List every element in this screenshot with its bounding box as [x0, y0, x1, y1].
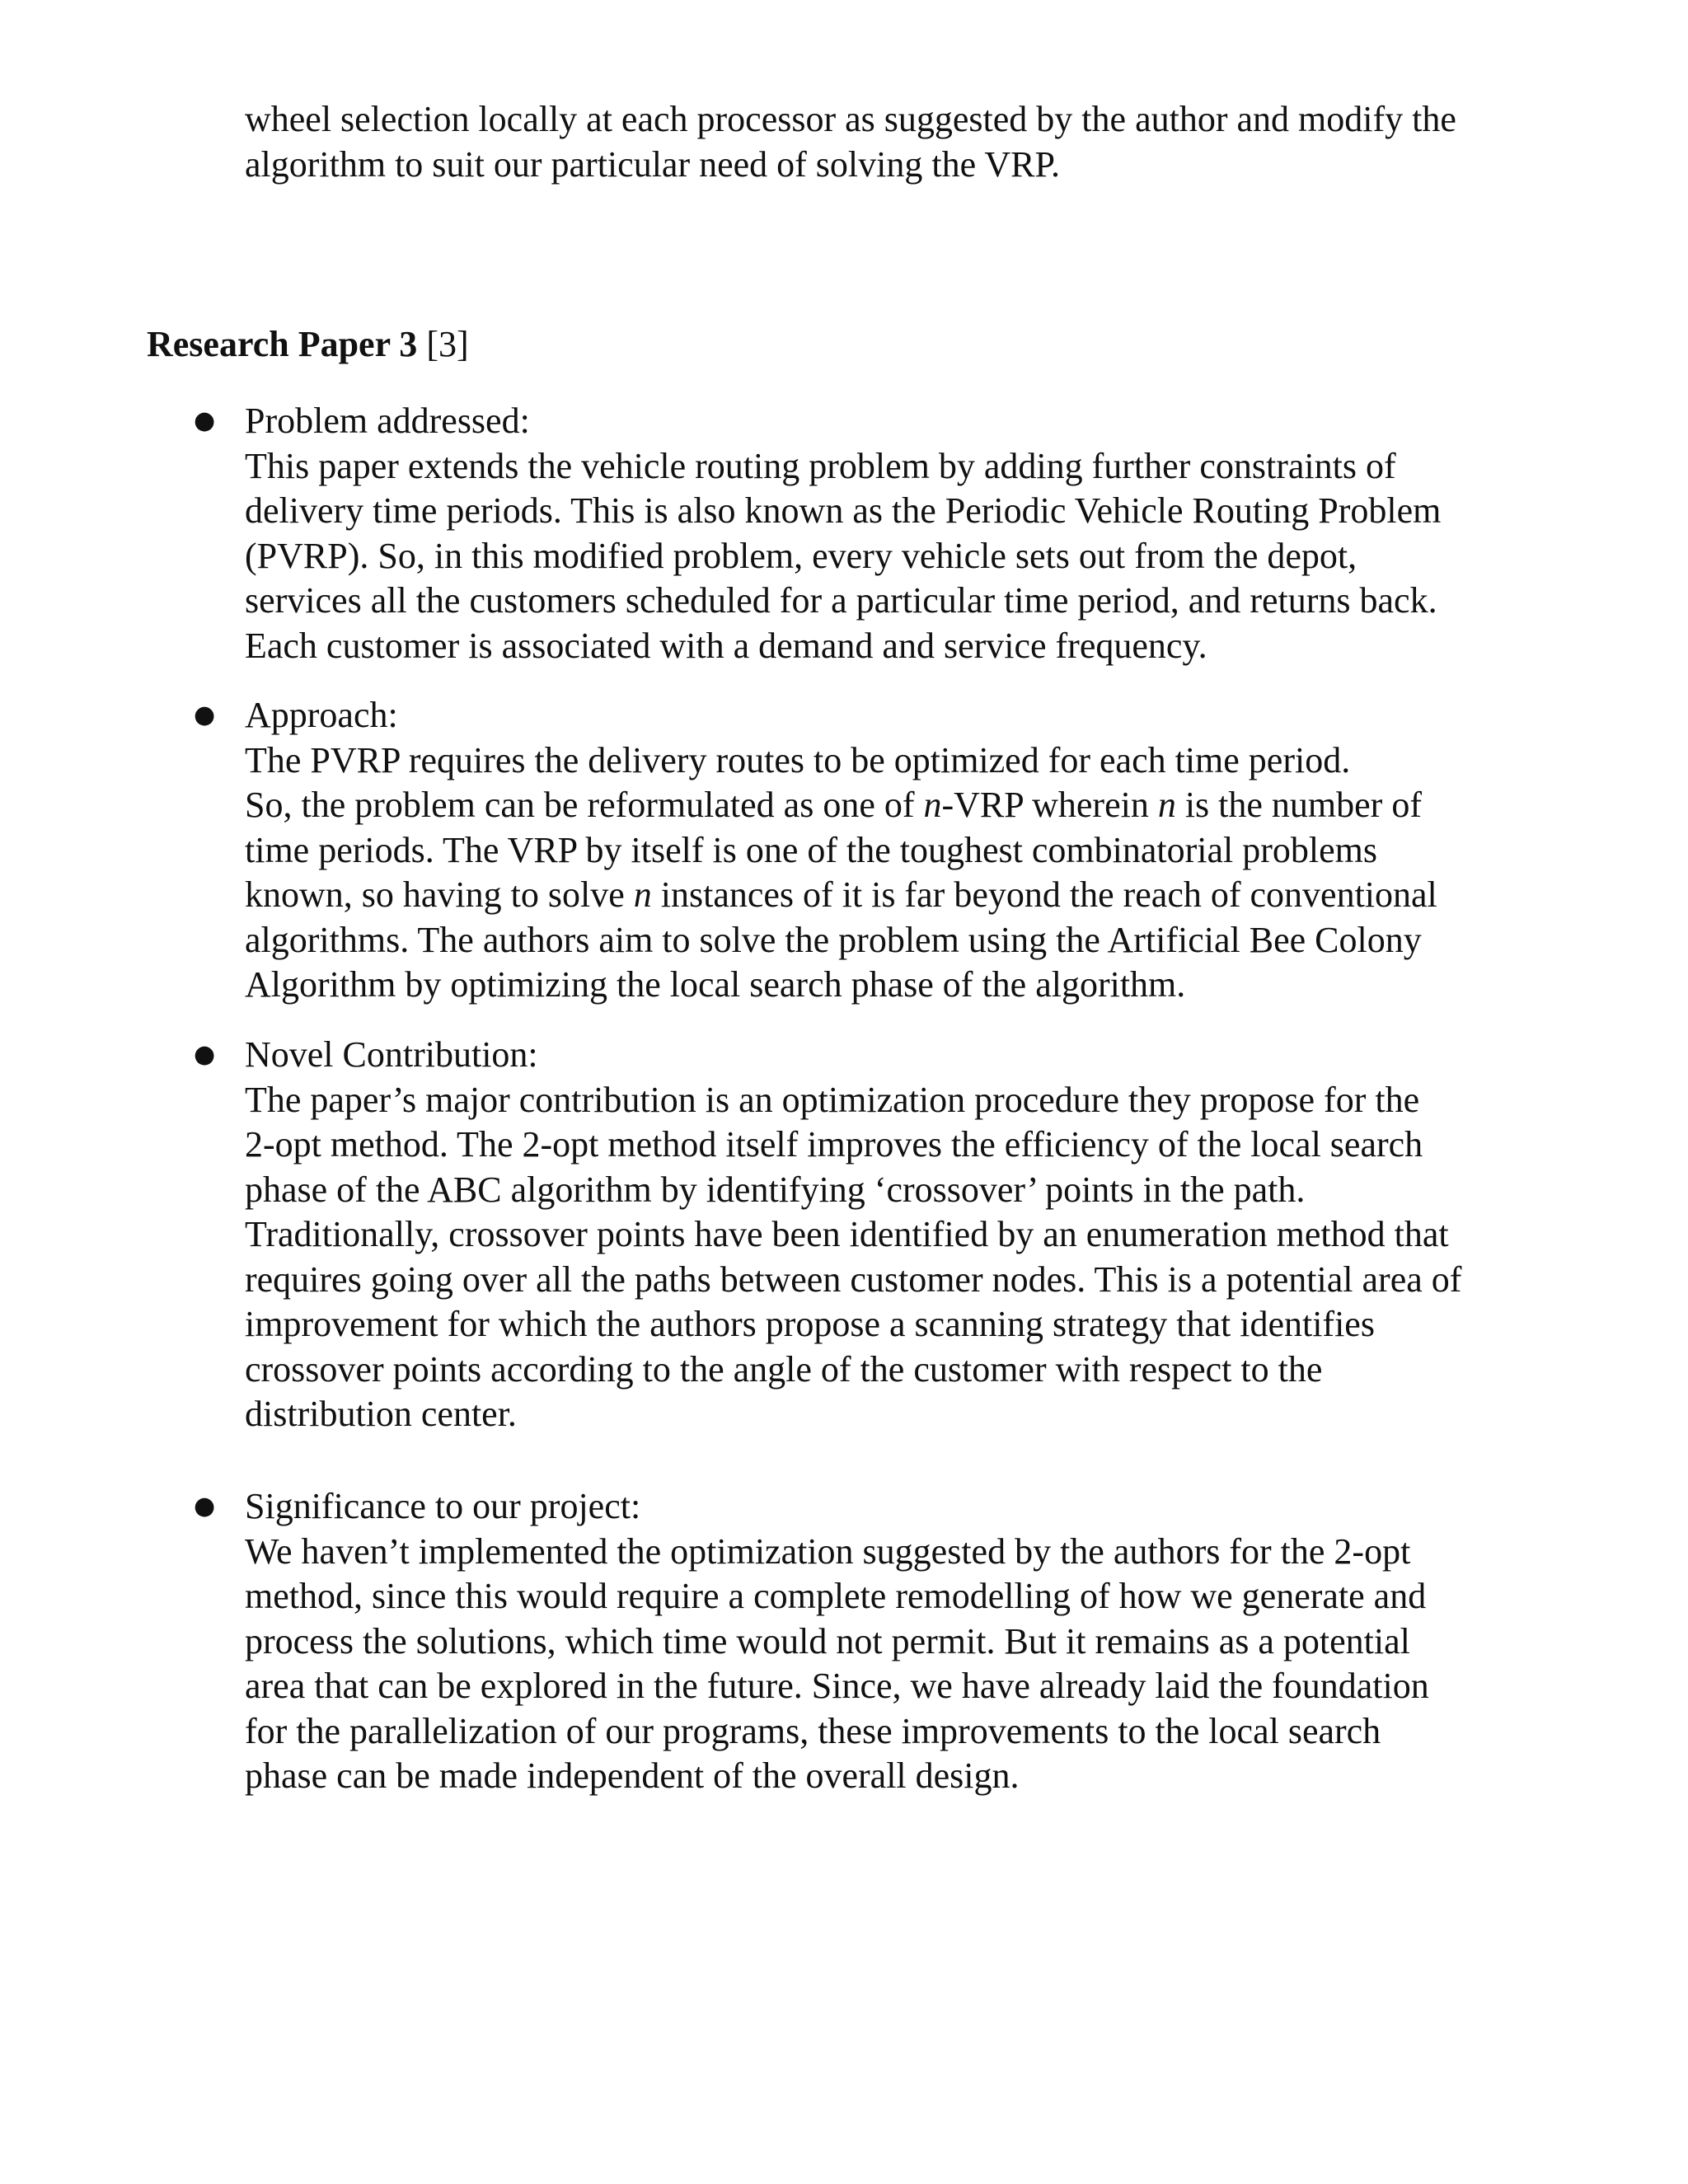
text-line: area that can be explored in the future. Since, we have already laid the foundation [245, 1666, 1429, 1706]
text-line: delivery time periods. This is also known as the Periodic Vehicle Routing Problem [245, 490, 1442, 531]
continuation-paragraph [245, 97, 1564, 187]
text-line: (PVRP). So, in this modified problem, every vehicle sets out from the depot, [245, 535, 1357, 576]
text-line: algorithm to suit our particular need of solving the VRP. [245, 143, 1061, 185]
text-line: phase can be made independent of the overall design. [245, 1755, 1020, 1796]
text-line: The PVRP requires the delivery routes to be optimized for each time period. [245, 739, 1351, 780]
bullet-label: Novel Contribution: [245, 1034, 538, 1075]
text-line: We haven’t implemented the optimization suggested by the authors for the 2-opt [245, 1530, 1411, 1572]
bullet-dot-icon: ● [194, 701, 216, 729]
text-line: requires going over all the paths between customer nodes. This is a potential area of [245, 1258, 1462, 1300]
heading-title: Research Paper 3 [147, 324, 418, 364]
bullet-label: Approach: [245, 695, 398, 735]
text-run: known, so having to solve [245, 874, 634, 915]
text-line: Algorithm by optimizing the local search phase of the algorithm. [245, 964, 1186, 1005]
bullet-dot-icon: ● [194, 406, 216, 435]
text-line: distribution center. [245, 1394, 517, 1434]
text-line: algorithms. The authors aim to solve the problem using the Artificial Bee Colony [245, 919, 1422, 960]
text-line: phase of the ABC algorithm by identifying ‘crossover’ points in the path. [245, 1169, 1306, 1210]
bullet-problem-addressed [194, 399, 1580, 668]
bullet-significance [194, 1484, 1580, 1799]
text-line: Traditionally, crossover points have been identified by an enumeration method that [245, 1214, 1449, 1254]
text-line: services all the customers scheduled for a particular time period, and returns back. [245, 580, 1437, 621]
heading-citation: [3] [417, 324, 469, 364]
bullet-label: Significance to our project: [245, 1486, 641, 1526]
text-line: improvement for which the authors propose a scanning strategy that identifies [245, 1304, 1375, 1344]
text-line: time periods. The VRP by itself is one of the toughest combinatorial problems [245, 829, 1377, 870]
text-line: Each customer is associated with a demand and service frequency. [245, 625, 1207, 666]
text-line: process the solutions, which time would not permit. But it remains as a potential [245, 1620, 1410, 1661]
text-line: wheel selection locally at each processor as suggested by the author and modify the [245, 99, 1456, 139]
bullet-novel-contribution [194, 1033, 1580, 1437]
text-line: 2-opt method. The 2-opt method itself improves the efficiency of the local search [245, 1124, 1423, 1165]
math-variable: n [1157, 785, 1176, 825]
bullet-approach [194, 693, 1580, 1008]
section-heading [147, 322, 469, 368]
bullet-dot-icon: ● [194, 1492, 216, 1521]
bullet-label: Problem addressed: [245, 401, 530, 441]
text-line: The paper’s major contribution is an optimization procedure they propose for the [245, 1079, 1420, 1120]
text-line: This paper extends the vehicle routing problem by adding further constraints of [245, 445, 1396, 486]
text-line [245, 873, 1580, 918]
math-variable: n [923, 785, 942, 825]
math-variable: n [633, 874, 652, 915]
text-run: -VRP wherein [941, 785, 1158, 825]
text-line: method, since this would require a complete remodelling of how we generate and [245, 1576, 1427, 1616]
text-run: So, the problem can be reformulated as one of [245, 785, 924, 825]
text-line [245, 783, 1580, 828]
text-line: crossover points according to the angle of the customer with respect to the [245, 1348, 1323, 1390]
bullet-dot-icon: ● [194, 1040, 216, 1069]
text-run: is the number of [1175, 785, 1422, 825]
text-run: instances of it is far beyond the reach of conventional [651, 874, 1437, 915]
text-line: for the parallelization of our programs, these improvements to the local search [245, 1710, 1381, 1751]
